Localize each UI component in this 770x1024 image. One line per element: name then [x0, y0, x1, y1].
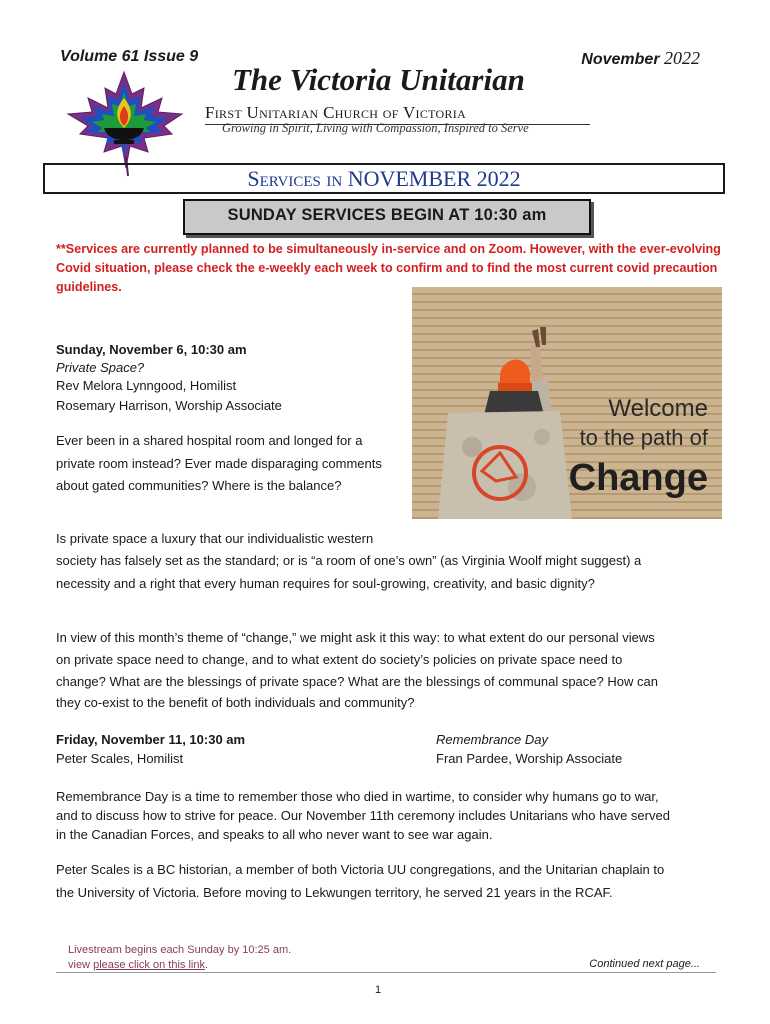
photo-text-welcome: Welcome: [608, 395, 708, 422]
service1-para3-line1: In view of this month’s theme of “change,” we might ask it this way: to what extent do our personal views: [56, 630, 655, 645]
service1-title: Private Space?: [56, 360, 145, 375]
service1-associate: Rosemary Harrison, Worship Associate: [56, 398, 282, 413]
service1-para1-line1: Ever been in a shared hospital room and longed for a: [56, 433, 363, 448]
service2-para1-line1: Remembrance Day is a time to remember those who died in wartime, to consider why humans go to war,: [56, 789, 659, 804]
service1-para3-line4: they co-exist to the benefit of both individuals and community?: [56, 695, 415, 710]
service2-homilist: Peter Scales, Homilist: [56, 751, 184, 766]
covid-notice: **Services are currently planned to be simultaneously in-service and on Zoom. However, with the ever-evolving Covid situation, please check the e-weekly each week to confirm and to find the most current covid precaution guidelines.: [56, 242, 721, 294]
service2-title: Remembrance Day: [436, 732, 548, 747]
livestream-time: Livestream begins each Sunday by 10:25 am.: [68, 944, 292, 956]
service1-para3-line2: on private space need to change, and to what extent do society’s policies on private space need to: [56, 652, 623, 667]
service2-para1-line2: and to discuss how to strive for peace. Our November 11th ceremony includes Unitarians who have served: [56, 808, 670, 823]
services-heading: Services in NOVEMBER 2022: [247, 166, 521, 191]
page-number: 1: [375, 984, 382, 996]
service1-para3-line3: change? What are the blessings of private space? What are the blessings of communal space? How can: [56, 674, 658, 689]
service1-date: Sunday, November 6, 10:30 am: [56, 342, 247, 357]
issue-month: November: [581, 51, 660, 68]
service2-para2-line2: the University of Victoria. Before moving to Lekwungen territory, he served 21 years in the RCAF.: [56, 885, 613, 900]
tagline: Growing in Spirit, Living with Compassion, Inspired to Serve: [222, 121, 529, 135]
service2-associate: Fran Pardee, Worship Associate: [436, 751, 623, 766]
livestream-view: view: [68, 959, 91, 971]
service1-para2-line3: necessity and a right that every human requires for soul-growing, creativity, and basic dignity?: [56, 576, 595, 591]
footer-rule: [56, 972, 716, 973]
service2-para2-line1: Peter Scales is a BC historian, a member of both Victoria UU congregations, and the Unitarian chaplain to: [56, 862, 665, 877]
issue-year: 2022: [664, 48, 700, 68]
service2-date: Friday, November 11, 10:30 am: [56, 732, 246, 747]
service1-para2-line2: society has falsely set as the standard; or is “a room of one’s own” (as Virginia Woolf might suggest) a: [56, 553, 642, 568]
issue-date: [581, 48, 700, 69]
photo-text-change: Change: [568, 457, 708, 499]
service1-para2-line1: Is private space a luxury that our individualistic western: [56, 531, 374, 546]
livestream-link-line: [68, 958, 291, 973]
livestream-link[interactable]: please click on this link: [93, 959, 205, 971]
service1-homilist: Rev Melora Lynngood, Homilist: [56, 378, 237, 393]
livestream-note: [68, 943, 291, 973]
service1-para1-line2: private room instead? Ever made disparaging comments: [56, 456, 382, 471]
service1-para1-line3: about gated communities? Where is the balance?: [56, 478, 342, 493]
newsletter-title: The Victoria Unitarian: [232, 62, 525, 97]
service2-para1-line3: in the Canadian Forces, and speaks to all who never want to see war again.: [56, 827, 493, 842]
welcome-change-photo: [412, 287, 722, 519]
livestream-period: .: [204, 959, 209, 971]
sunday-services-banner-text: SUNDAY SERVICES BEGIN AT 10:30 am: [227, 206, 547, 224]
church-name: First Unitarian Church of Victoria: [205, 103, 467, 122]
photo-text-path: to the path of: [579, 425, 708, 450]
issue-number: Volume 61 Issue 9: [60, 48, 199, 65]
continued-next-page: Continued next page...: [589, 958, 700, 970]
